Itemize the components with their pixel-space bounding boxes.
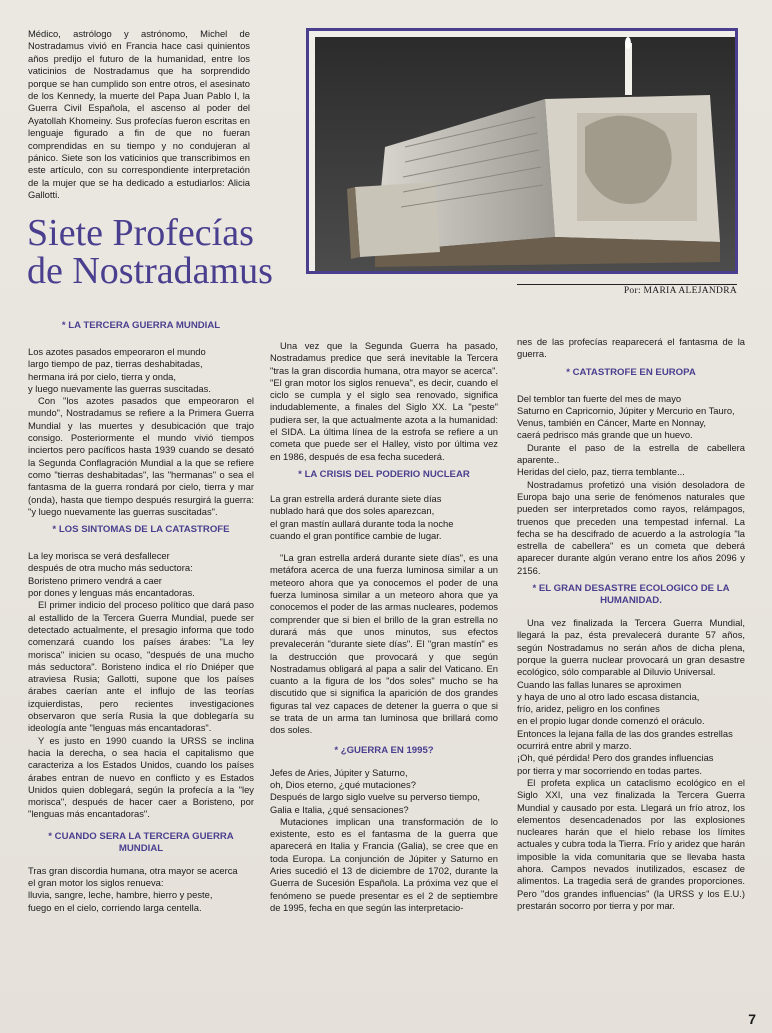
verse-line: por dones y lenguas más encantadoras.: [28, 587, 195, 599]
nostradamus-book-photo: [306, 28, 738, 274]
verse-line: La gran estrella arderá durante siete días: [270, 492, 442, 504]
verse-line: ¡Oh, qué pérdida! Pero dos grandes influencias: [517, 752, 714, 764]
verse-line: Jefes de Aries, Júpiter y Saturno,: [270, 766, 408, 778]
verse-line: caerá pedrisco más grande que un huevo.: [517, 429, 693, 441]
verse-line: Venus, también en Cáncer, Marte en Nonnay,: [517, 417, 706, 429]
body-paragraph: Y es justo en 1990 cuando la URSS se inclina hacia la derecha, o sea hacia el capitalismo que caracteriza a los Estados Unidos, cuando los países árabes entran de nuevo en conflicto y es Estados Unidos quien doblegará, según la profecía a la "ley morisca", después de hacer caer a Boristeno, por "lenguas más encantadoras".: [28, 734, 254, 820]
verse-line: Boristeno primero vendrá a caer: [28, 574, 162, 586]
verse-line: por tierra y mar socorriendo en todas partes.: [517, 764, 702, 776]
page-number: 7: [748, 1011, 756, 1027]
section-heading: * CATASTROFE EN EUROPA: [566, 366, 696, 378]
body-paragraph: El primer indicio del proceso político que dará paso al estallido de la Tercera Guerra Mundial, puede ser detectado actualmente, el presagio informa que todo comenzará cuando los países árabes: "La ley morisca" inicien su ocaso, "después de una mucho más seductora". Boristeno indica el río Dniéper que atraviesa Rusia; Gallotti, supone que los países árabes caerían ante el influjo de las teorías izquierdistas, pero recientes investigaciones observaron que sería Rusia la que doblegaría su ideología ante "lenguas más encantadoras".: [28, 599, 254, 734]
title-line-1: Siete Profecías: [27, 212, 254, 254]
column-3: [517, 336, 745, 912]
body-paragraph: Mutaciones implican una transformación de lo existente, esto es el fantasma de la guerra que aparecerá en Italia y Francia (Galia), se cree que en toda Europa. La conjunción de Júpiter y Saturno en Aries sucedió el 13 de diciembre de 1702, durante la Guerra de Sucesión Española. La próxima vez que el fenómeno se puede presentar es el 2 de septiembre de 1995, fecha en que según las interpretacio-: [270, 815, 498, 913]
section-heading: * LA TERCERA GUERRA MUNDIAL: [61, 320, 221, 331]
column-1: [28, 320, 254, 914]
section-heading: * ¿GUERRA EN 1995?: [334, 744, 434, 756]
section-heading: * CUANDO SERA LA TERCERA GUERRA MUNDIAL: [48, 830, 234, 854]
body-paragraph: Nostradamus profetizó una visión desoladora de Europa bajo una serie de fenómenos naturales que pueden ser interpretados como rayos, relámpagos, truenos que preceden una tempestad infernal. La fecha se ha descifrado de acuerdo a la astrología "la estrella de cabellera" es un cometa que deberá aparecer durante algún verano entre los años 2096 y 2156.: [517, 478, 745, 576]
verse-line: largo tiempo de paz, tierras deshabitadas,: [28, 358, 203, 370]
verse-line: en el propio lugar donde comenzó el oráculo.: [517, 715, 705, 727]
body-paragraph: Una vez que la Segunda Guerra ha pasado, Nostradamus predice que será inevitable la Tercera "tras la gran discordia humana, otra mayor se acerca". "El gran motor los siglos renueva", es decir, cuando el ciclo se cumpla y el siglo sea renovado, significa indudablemente, a finales del Siglo XX. La "peste" pudiera ser, la que actualmente azota a la humanidad: el SIDA. La última línea de la estrofa se refiere a un cometa que puede ser el Halley, visto por última vez en 1986, después de esa fecha sucederá.: [270, 340, 498, 462]
verse-line: Heridas del cielo, paz, tierra temblante...: [517, 466, 685, 478]
verse-line: el gran motor los siglos renueva:: [28, 876, 164, 888]
verse-line: nublado hará que dos soles aparezcan,: [270, 505, 435, 517]
verse-line: Cuando las fallas lunares se aproximen: [517, 678, 682, 690]
verse-line: Los azotes pasados empeoraron el mundo: [28, 346, 206, 357]
verse-line: ocurrirá entre abril y marzo.: [517, 740, 632, 752]
section-heading: * LOS SINTOMAS DE LA CATASTROFE: [52, 524, 230, 536]
body-paragraph: nes de las profecías reaparecerá el fantasma de la guerra.: [517, 336, 745, 360]
verse-line: frío, aridez, peligro en los confines: [517, 703, 660, 715]
verse-line: después de otra mucho más seductora:: [28, 562, 193, 574]
column-2: [270, 340, 498, 914]
verse-line: el gran mastín aullará durante toda la noche: [270, 517, 454, 529]
body-paragraph: El profeta explica un cataclismo ecológico en el Siglo XXI, una vez finalizada la Tercera Guerra Mundial y causado por esta. Llegará un frío atroz, los elementos desencadenados por las explosiones nucleares harán que el hielo rebase los límites actuales y cubra toda la Tierra. Frío y aridez que harán imposible la vida comunitaria que se llevaba hasta ahora. Campos nevados inutilizados, escasez de alimentos. La tragedia será de grandes proporciones. Pero "dos grandes influencias" (la URSS y los E.U.) prestarán socorro por tierra y por mar.: [517, 776, 745, 911]
body-paragraph: Con "los azotes pasados que empeoraron el mundo", Nostradamus se refiere a la Primera Guerra Mundial y las muertes y desubicación que trajo consigo. Posteriormente el mundo vivió tiempos inciertos pero pacíficos hasta 1939 cuando se desató la Segunda Conflagración Mundial a la que se refiere como "tierras deshabitadas", las "hermanas" o sea el fantasma de la guerra rondará por cielo, tierra y mar (onda), hasta que tiempo después resurgirá la guerra: "y luego nuevamente las guerras suscitadas".: [28, 395, 254, 517]
verse-line: cuando el gran pontífice cambie de lugar.: [270, 529, 442, 541]
verse-line: y haya de uno al otro lado escasa distancia,: [517, 690, 700, 702]
verse-line: Tras gran discordia humana, otra mayor se acerca: [28, 864, 238, 876]
section-heading: * EL GRAN DESASTRE ECOLOGICO DE LA HUMANIDAD.: [532, 583, 730, 607]
verse-line: Después de largo siglo vuelve su perverso tiempo,: [270, 791, 481, 803]
verse-line: fuego en el cielo, corriendo larga centella.: [28, 901, 202, 913]
verse-line: y luego nuevamente las guerras suscitadas.: [28, 382, 211, 394]
verse-line: oh, Dios eterno, ¿qué mutaciones?: [270, 778, 416, 790]
article-title: [27, 214, 273, 290]
verse-line: Del temblor tan fuerte del mes de mayo: [517, 392, 682, 404]
verse-line: Entonces la lejana falla de las dos grandes estrellas: [517, 727, 733, 739]
author-byline: Por: MARIA ALEJANDRA: [517, 284, 737, 296]
body-paragraph: "La gran estrella arderá durante siete días", es una metáfora acerca de una fuerza luminosa similar a un meteoro ahora que ya conocemos el poder de una fuerza luminosa similar a un meteoro ahora que ya conocemos el poder de las armas nucleares, podemos comprender que si bien el brillo de la gran estrella no durará más que unos minutos, sus efectos prevalecerán "durante siete días". El "gran mastín" es la destrucción que provocará y que según Nostradamus obligará al papa a salir del Vaticano. En cuanto a la figura de los "dos soles" mucho se ha discutido que si significa la aparición de dos grandes figuras tal vez capaces de detener la guerra o que si se trata de un arma tan luminosa que brillará como dos soles.: [270, 552, 498, 736]
open-book-illustration: [315, 37, 735, 271]
verse-line: La ley morisca se verá desfallecer: [28, 550, 170, 562]
verse-line: Saturno en Capricornio, Júpiter y Mercurio en Tauro,: [517, 404, 735, 416]
verse-line: hermana irá por cielo, tierra y onda,: [28, 370, 176, 382]
body-paragraph: Una vez finalizada la Tercera Guerra Mundial, llegará la paz, ésta prevalecerá durante 57 años, según Nostradamus no serán años de dicha plena, porque la guerra nuclear provocará un gran desastre ecológico, sólo comparable al Diluvio Universal.: [517, 617, 745, 678]
body-paragraph: Durante el paso de la estrella de cabellera aparente..: [517, 441, 745, 466]
title-line-2: de Nostradamus: [27, 250, 273, 292]
section-heading: * LA CRISIS DEL PODERIO NUCLEAR: [298, 468, 470, 480]
verse-line: lluvia, sangre, leche, hambre, hierro y peste,: [28, 889, 213, 901]
verse-line: Galia e Italia, ¿qué sensaciones?: [270, 803, 409, 815]
intro-paragraph: Médico, astrólogo y astrónomo, Michel de Nostradamus vivió en Francia hace casi quinientos años predijo el futuro de la humanidad, entre los vaticinios de Nostradamus que ha sorprendido porque se han cumplido son entre otros, el asesinato de los Kennedy, la muerte del Papa Juan Pablo I, la Guerra Civil Española, el ascenso al poder del Ayatollah Khomeiny. Sus profecías fueron escritas en lenguaje figurado a fin de que no fueran comprendidas en su tiempo y no condujeran al pánico. Siete son los vaticinios que transcribimos en este artículo, con su correspondiente interpretación de la mujer que se ha dedicado a estudiarlos: Alicia Gallotti.: [28, 28, 250, 201]
